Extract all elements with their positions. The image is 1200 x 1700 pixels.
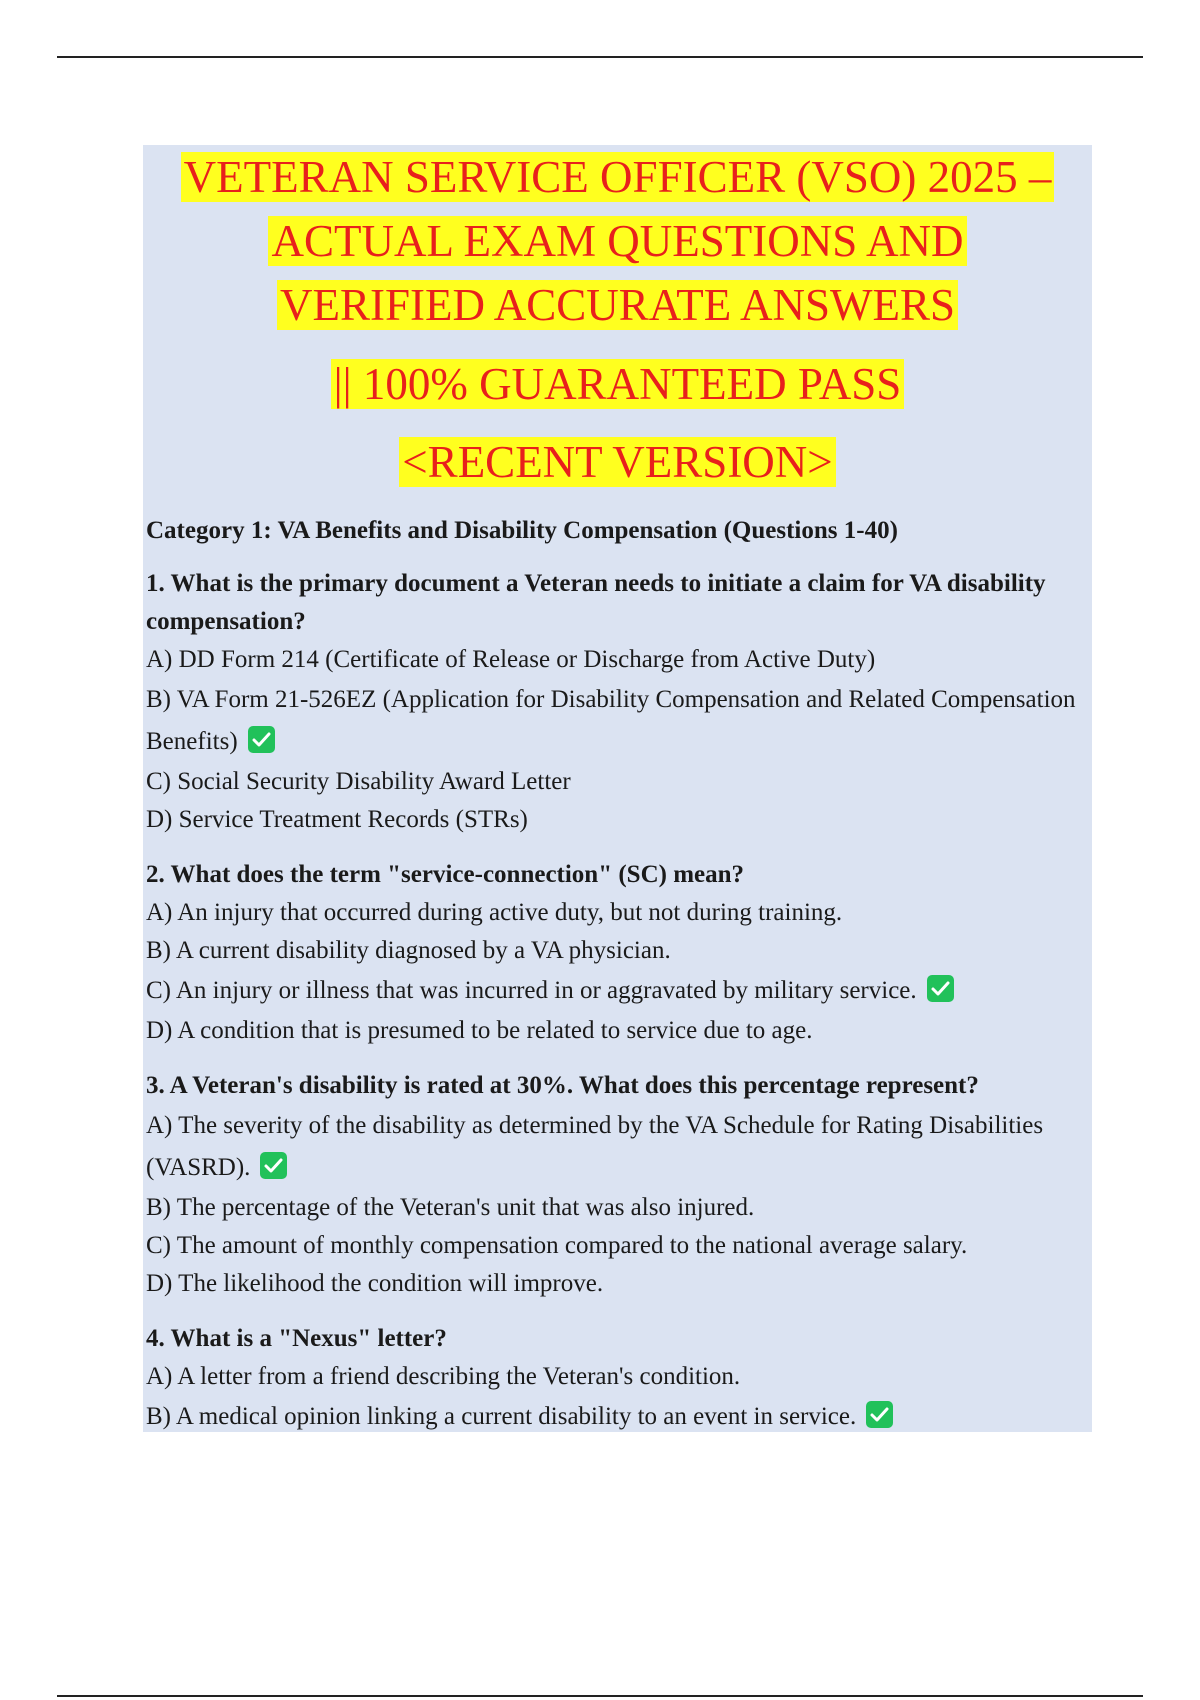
q3-option-b: B) The percentage of the Veteran's unit that was also injured.	[146, 1194, 755, 1221]
question-3: 3. A Veteran's disability is rated at 30%. What does this percentage represent?	[146, 1072, 979, 1099]
title-line-2: ACTUAL EXAM QUESTIONS AND	[268, 216, 966, 266]
title-line-3: VERIFIED ACCURATE ANSWERS	[277, 280, 958, 330]
bottom-rule	[57, 1695, 1143, 1697]
question-list	[143, 514, 1092, 1438]
q1-option-b-text: B) VA Form 21-526EZ (Application for Disability Compensation and Related Compensation Benefits)	[146, 686, 1076, 755]
check-box-icon	[866, 1401, 893, 1428]
q2-option-b: B) A current disability diagnosed by a VA physician.	[146, 937, 671, 964]
q4-option-b-text: B) A medical opinion linking a current disability to an event in service.	[146, 1403, 857, 1430]
q1-option-c: C) Social Security Disability Award Letter	[146, 768, 571, 795]
q2-option-c-text: C) An injury or illness that was incurred in or aggravated by military service.	[146, 977, 917, 1004]
q1-option-d: D) Service Treatment Records (STRs)	[146, 806, 528, 833]
document-panel	[143, 145, 1092, 1432]
q1-option-a: A) DD Form 214 (Certificate of Release or Discharge from Active Duty)	[146, 646, 876, 673]
document-title	[143, 145, 1092, 493]
check-box-icon	[248, 726, 275, 753]
question-2: 2. What does the term "service-connection" (SC) mean?	[146, 861, 745, 888]
question-1: 1. What is the primary document a Veteran needs to initiate a claim for VA disability compensation?	[146, 570, 1046, 635]
check-box-icon	[260, 1152, 287, 1179]
q3-option-a	[146, 1105, 1086, 1189]
q2-option-c	[146, 970, 1086, 1012]
q3-option-a-text: A) The severity of the disability as determined by the VA Schedule for Rating Disabilities (VASRD).	[146, 1112, 1044, 1181]
q3-option-c: C) The amount of monthly compensation compared to the national average salary.	[146, 1232, 968, 1259]
question-4: 4. What is a "Nexus" letter?	[146, 1325, 447, 1352]
title-line-5: <RECENT VERSION>	[399, 437, 835, 487]
q3-option-d: D) The likelihood the condition will improve.	[146, 1270, 604, 1297]
q1-option-b	[146, 679, 1086, 763]
top-rule	[57, 56, 1143, 58]
category-heading: Category 1: VA Benefits and Disability Compensation (Questions 1-40)	[146, 517, 898, 544]
check-box-icon	[927, 975, 954, 1002]
q4-option-b	[146, 1396, 1086, 1438]
q4-option-a: A) A letter from a friend describing the Veteran's condition.	[146, 1363, 741, 1390]
title-line-1: VETERAN SERVICE OFFICER (VSO) 2025 –	[181, 152, 1055, 202]
q2-option-d: D) A condition that is presumed to be related to service due to age.	[146, 1017, 813, 1044]
q2-option-a: A) An injury that occurred during active duty, but not during training.	[146, 899, 843, 926]
title-line-4: || 100% GUARANTEED PASS	[331, 359, 905, 409]
